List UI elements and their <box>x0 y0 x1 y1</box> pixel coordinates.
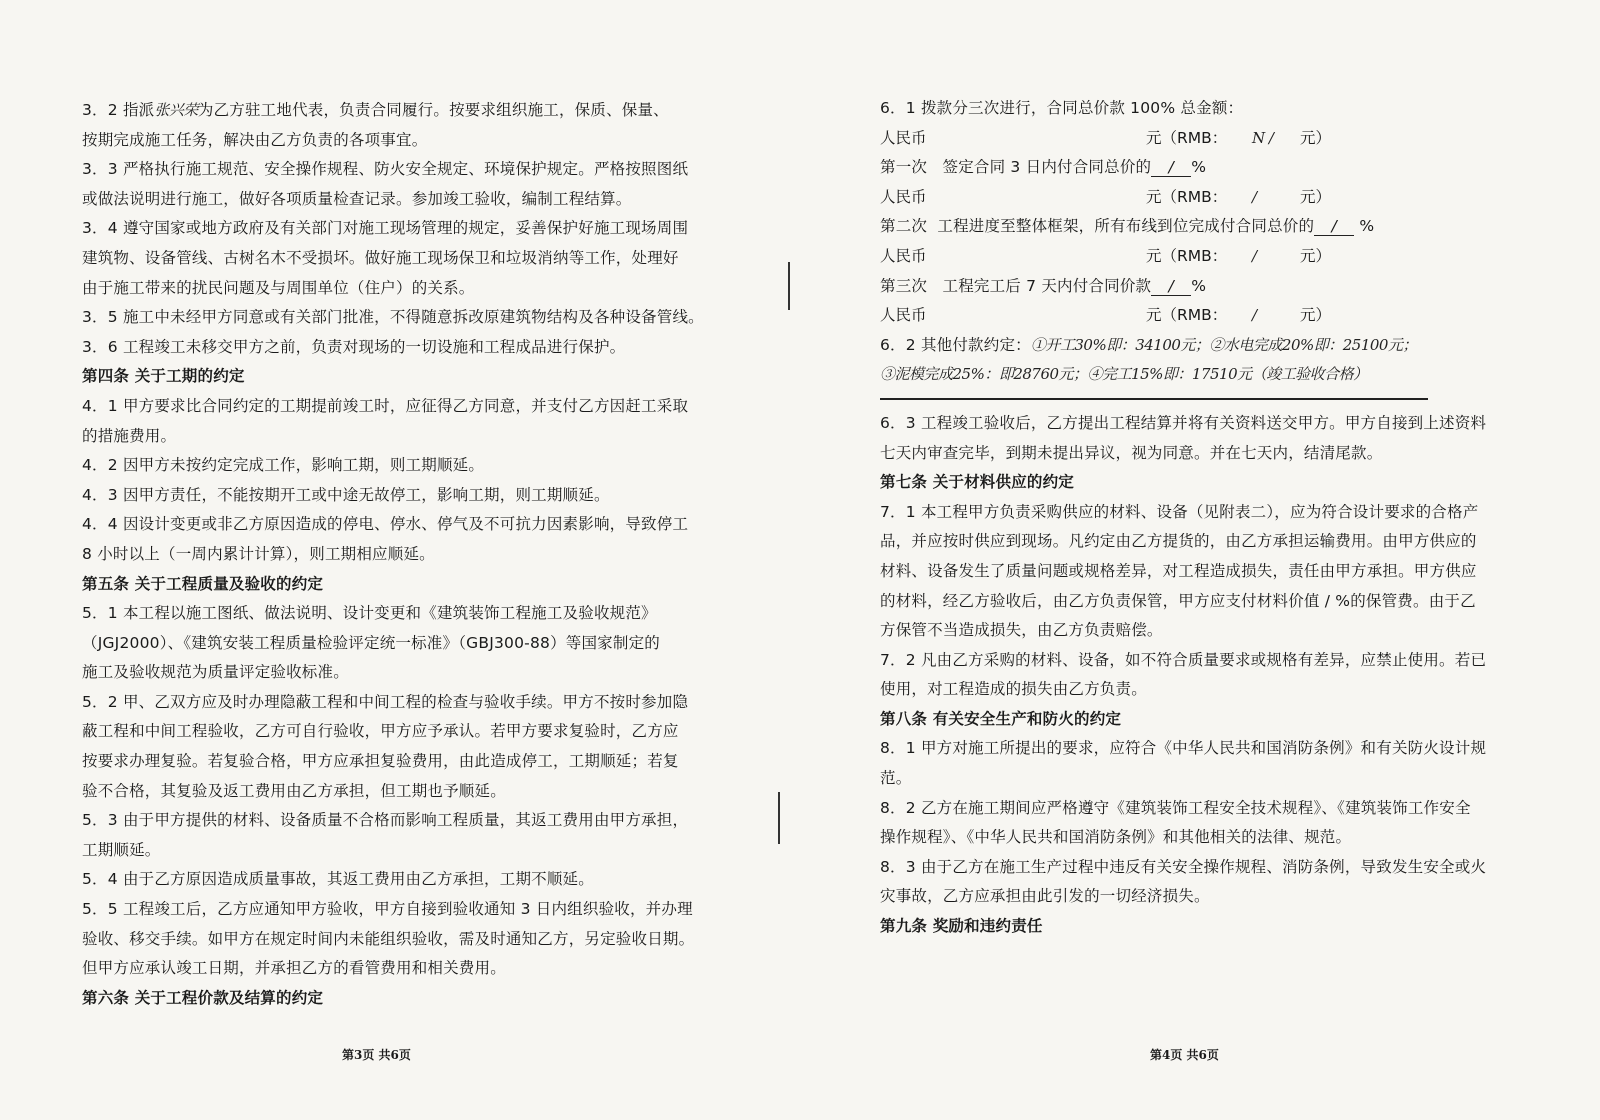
text-line: 蔽工程和中间工程验收，乙方可自行验收，甲方应予承认。若甲方要求复验时，乙方应 <box>82 722 679 741</box>
rmb-label: 人民币 <box>880 306 927 325</box>
text-line: 灾事故，乙方应承担由此引发的一切经济损失。 <box>880 887 1210 906</box>
text-line: 或做法说明进行施工，做好各项质量检查记录。参加竣工验收，编制工程结算。 <box>82 189 632 208</box>
text-line: 4．4 因设计变更或非乙方原因造成的停电、停水、停气及不可抗力因素影响，导致停工 <box>82 515 689 534</box>
rmb-close: 元） <box>1300 246 1332 265</box>
rmb-close: 元） <box>1300 306 1332 325</box>
text-line: 5．3 由于甲方提供的材料、设备质量不合格而影响工程质量，其返工费用由甲方承担， <box>82 811 689 830</box>
clause-3-2 <box>82 96 740 126</box>
text-line: 的措施费用。 <box>82 426 177 445</box>
text-line: 8．1 甲方对施工所提出的要求，应符合《中华人民共和国消防条例》和有关防火设计规 <box>880 739 1487 758</box>
rmb-amount-label: 元（RMB： <box>1146 187 1228 206</box>
text-line: 验收、移交手续。如甲方在规定时间内未能组织验收，需及时通知乙方，另定验收日期。 <box>82 929 695 948</box>
right-page <box>800 0 1600 1120</box>
rmb-handwritten-mark: / <box>1252 246 1257 265</box>
text-line: 5．5 工程竣工后，乙方应通知甲方验收，甲方自接到验收通知 3 日内组织验收，并办理 <box>82 900 693 919</box>
binding-mark-bottom <box>778 792 780 844</box>
binding-mark-top <box>788 262 790 310</box>
rmb-close: 元） <box>1300 128 1332 147</box>
clause-3-2-prefix: 3．2 指派 <box>82 101 155 119</box>
rmb-amount-label: 元（RMB： <box>1146 306 1228 325</box>
text-line: 由于施工带来的扰民问题及与周围单位（住户）的关系。 <box>82 278 475 297</box>
payment-suffix: % <box>1191 276 1207 295</box>
text-line: 7．2 凡由乙方采购的材料、设备，如不符合质量要求或规格有差异，应禁止使用。若已 <box>880 650 1487 669</box>
text-line: 施工及验收规范为质量评定验收标准。 <box>82 663 349 682</box>
payment-prefix: 第三次 <box>880 276 928 295</box>
section-heading-article-9: 第九条 奖励和违约责任 <box>880 917 1043 936</box>
text-line: 按期完成施工任务，解决由乙方负责的各项事宜。 <box>82 130 428 149</box>
text-line: 工期顺延。 <box>82 840 161 859</box>
rmb-row-first <box>880 183 1528 213</box>
rmb-handwritten-mark: N / <box>1252 128 1274 147</box>
payment-percent-blank: / <box>1151 277 1191 296</box>
section-heading-article-6: 第六条 关于工程价款及结算的约定 <box>82 988 324 1007</box>
rmb-handwritten-mark: / <box>1252 306 1257 325</box>
payment-first <box>880 153 1528 183</box>
handwritten-representative-name: 张兴荣 <box>154 101 198 119</box>
handwritten-payment-terms-1: ①开工30%即：34100元；②水电完成20%即：25100元； <box>1030 335 1417 354</box>
rmb-amount-label: 元（RMB： <box>1146 246 1228 265</box>
payment-second <box>880 212 1528 242</box>
text-line: 品，并应按时供应到现场。凡约定由乙方提货的，由乙方承担运输费用。由甲方供应的 <box>880 532 1477 551</box>
payment-suffix: % <box>1191 158 1207 177</box>
payment-prefix: 第一次 <box>880 158 928 177</box>
text-line: 5．2 甲、乙双方应及时办理隐蔽工程和中间工程的检查与验收手续。甲方不按时参加隐 <box>82 692 689 711</box>
text-line: 5．4 由于乙方原因造成质量事故，其返工费用由乙方承担，工期不顺延。 <box>82 870 594 889</box>
rmb-close: 元） <box>1300 187 1332 206</box>
rmb-label: 人民币 <box>880 187 927 206</box>
text-line: 七天内审查完毕，到期未提出异议，视为同意。并在七天内，结清尾款。 <box>880 443 1383 462</box>
text-line: 7．1 本工程甲方负责采购供应的材料、设备（见附表二），应为符合设计要求的合格产 <box>880 502 1479 521</box>
payment-text: 工程进度至整体框架，所有布线到位完成付合同总价的 <box>937 217 1315 236</box>
rmb-amount-label: 元（RMB： <box>1146 128 1228 147</box>
payment-text: 签定合同 3 日内付合同总价的 <box>942 158 1152 177</box>
section-heading-article-5: 第五条 关于工程质量及验收的约定 <box>82 574 324 593</box>
section-heading-article-8: 第八条 有关安全生产和防火的约定 <box>880 709 1122 728</box>
clause-6-2 <box>880 331 1528 361</box>
section-heading-article-7: 第七条 关于材料供应的约定 <box>880 473 1074 492</box>
text-line: 材料、设备发生了质量问题或规格差异，对工程造成损失，责任由甲方承担。甲方供应 <box>880 561 1477 580</box>
divider-line <box>880 398 1428 400</box>
text-line: 3．6 工程竣工未移交甲方之前，负责对现场的一切设施和工程成品进行保护。 <box>82 337 626 356</box>
payment-prefix: 第二次 <box>880 217 928 236</box>
rmb-handwritten-mark: / <box>1252 187 1257 206</box>
text-line: 4．2 因甲方未按约定完成工作，影响工期，则工期顺延。 <box>82 456 485 475</box>
text-line: 8 小时以上（一周内累计计算），则工期相应顺延。 <box>82 544 435 563</box>
text-line: 3．4 遵守国家或地方政府及有关部门对施工现场管理的规定，妥善保护好施工现场周围 <box>82 219 689 238</box>
payment-percent-blank: / <box>1314 217 1354 236</box>
section-heading-article-4: 第四条 关于工期的约定 <box>82 367 245 386</box>
handwritten-payment-terms-2: ③泥模完成25%：即28760元；④完工15%即：17510元（竣工验收合格） <box>880 365 1368 384</box>
text-line: 范。 <box>880 769 912 788</box>
text-line: 6．3 工程竣工验收后，乙方提出工程结算并将有关资料送交甲方。甲方自接到上述资料 <box>880 413 1487 432</box>
text-line: 方保管不当造成损失，由乙方负责赔偿。 <box>880 621 1163 640</box>
text-line: 的材料，经乙方验收后，由乙方负责保管，甲方应支付材料价值 / %的保管费。由于乙 <box>880 591 1476 610</box>
rmb-label: 人民币 <box>880 246 927 265</box>
text-line: 3．5 施工中未经甲方同意或有关部门批准，不得随意拆改原建筑物结构及各种设备管线。 <box>82 308 704 327</box>
text-line: 5．1 本工程以施工图纸、做法说明、设计变更和《建筑装饰工程施工及验收规范》 <box>82 604 657 623</box>
clause-6-1: 6．1 拨款分三次进行，合同总价款 100% 总金额： <box>880 99 1244 117</box>
text-line: 8．2 乙方在施工期间应严格遵守《建筑装饰工程安全技术规程》、《建筑装饰工作安全 <box>880 798 1471 817</box>
text-line: （JGJ2000）、《建筑安装工程质量检验评定统一标准》（GBJ300-88）等国家制定的 <box>82 633 660 652</box>
page-number-right: 第4页 共6页 <box>1150 1048 1219 1062</box>
rmb-row-total <box>880 124 1528 154</box>
clause-3-2-rest: 为乙方驻工地代表，负责合同履行。按要求组织施工，保质、保量、 <box>197 101 669 119</box>
payment-percent-blank: / <box>1151 158 1191 177</box>
text-line: 验不合格，其复验及返工费用由乙方承担，但工期也予顺延。 <box>82 781 506 800</box>
text-line: 但甲方应承认竣工日期，并承担乙方的看管费用和相关费用。 <box>82 959 506 978</box>
payment-third <box>880 272 1528 302</box>
rmb-row-second <box>880 242 1528 272</box>
payment-suffix: % <box>1359 217 1375 236</box>
text-line: 3．3 严格执行施工规范、安全操作规程、防火安全规定、环境保护规定。严格按照图纸 <box>82 160 689 179</box>
rmb-row-third <box>880 301 1528 331</box>
text-line: 4．3 因甲方责任，不能按期开工或中途无故停工，影响工期，则工期顺延。 <box>82 485 610 504</box>
text-line: 建筑物、设备管线、古树名木不受损坏。做好施工现场保卫和垃圾消纳等工作，处理好 <box>82 248 679 267</box>
text-line: 使用，对工程造成的损失由乙方负责。 <box>880 680 1147 699</box>
other-payment-label: 6．2 其他付款约定： <box>880 335 1031 354</box>
text-line: 4．1 甲方要求比合同约定的工期提前竣工时，应征得乙方同意，并支付乙方因赶工采取 <box>82 396 689 415</box>
text-line: 按要求办理复验。若复验合格，甲方应承担复验费用，由此造成停工，工期顺延；若复 <box>82 752 679 771</box>
payment-text: 工程完工后 7 天内付合同价款 <box>942 276 1152 295</box>
text-line: 8．3 由于乙方在施工生产过程中违反有关安全操作规程、消防条例，导致发生安全或火 <box>880 857 1487 876</box>
page-number-left: 第3页 共6页 <box>342 1048 411 1062</box>
text-line: 操作规程》、《中华人民共和国消防条例》和其他相关的法律、规范。 <box>880 828 1352 847</box>
rmb-label: 人民币 <box>880 128 927 147</box>
